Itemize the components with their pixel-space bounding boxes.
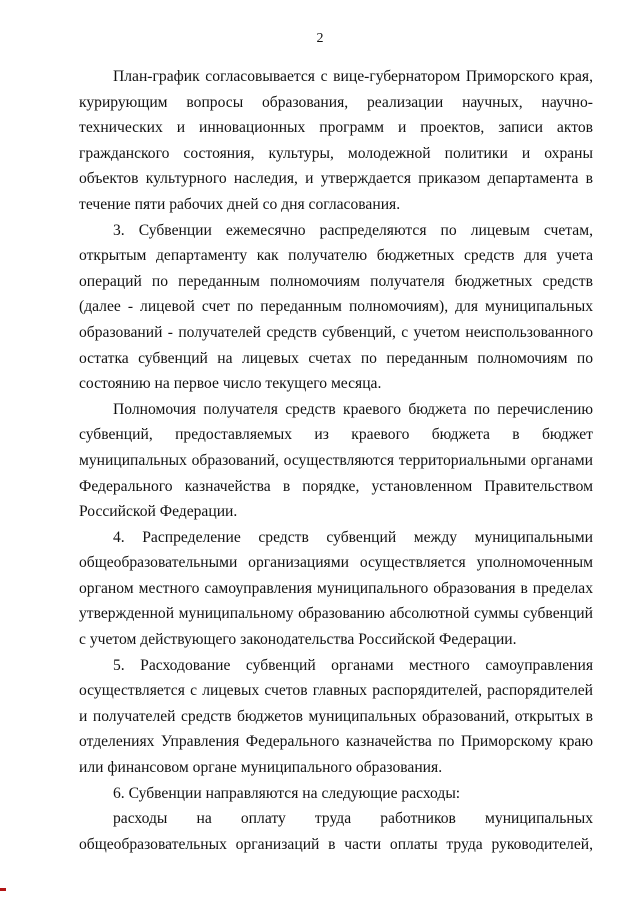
paragraph-item-3: 3. Субвенции ежемесячно распределяются по лицевым счетам, открытым департаменту как получателю бюджетных средств для учета операций по переданным полномочиям получателя бюджетных средств (далее - лицевой счет по переданным полномочиям), для муниципальных образований - получателей средств субвенций, с учетом неиспользованного остатка субвенций на лицевых счетах по переданным полномочиям по состоянию на первое число текущего месяца.	[79, 221, 593, 393]
paragraph-item-5: 5. Расходование субвенций органами местного самоуправления осуществляется с лицевых счетов главных распорядителей, распорядителей и получателей средств бюджетов муниципальных образований, открытых в отделениях Управления Федерального казначейства по Приморскому краю или финансовом органе муниципального образования.	[79, 656, 593, 777]
scan-mark	[0, 888, 6, 891]
paragraph-item-6: 6. Субвенции направляются на следующие расходы:	[113, 784, 461, 802]
paragraph-expenses: расходы на оплату труда работников муниципальных общеобразовательных организаций в части оплаты труда руководителей,	[79, 810, 593, 853]
page-number: 2	[316, 31, 324, 46]
paragraph-powers: Полномочия получателя средств краевого бюджета по перечислению субвенций, предоставляемых из краевого бюджета в бюджет муниципальных образований, осуществляются территориальными органами Федерального казначейства в порядке, установленном Правительством Российской Федерации.	[79, 400, 593, 521]
document-body	[79, 64, 593, 857]
paragraph-plan-approval: План-график согласовывается с вице-губернатором Приморского края, курирующим вопросы образования, реализации научных, научно-технических и инновационных программ и проектов, записи актов гражданского состояния, культуры, молодежной политики и охраны объектов культурного наследия, и утверждается приказом департамента в течение пяти рабочих дней со дня согласования.	[79, 68, 593, 213]
paragraph-item-4: 4. Распределение средств субвенций между муниципальными общеобразовательными организациями осуществляется уполномоченным органом местного самоуправления муниципального образования в пределах утвержденной муниципальному образованию абсолютной суммы субвенций с учетом действующего законодательства Российской Федерации.	[79, 528, 593, 649]
